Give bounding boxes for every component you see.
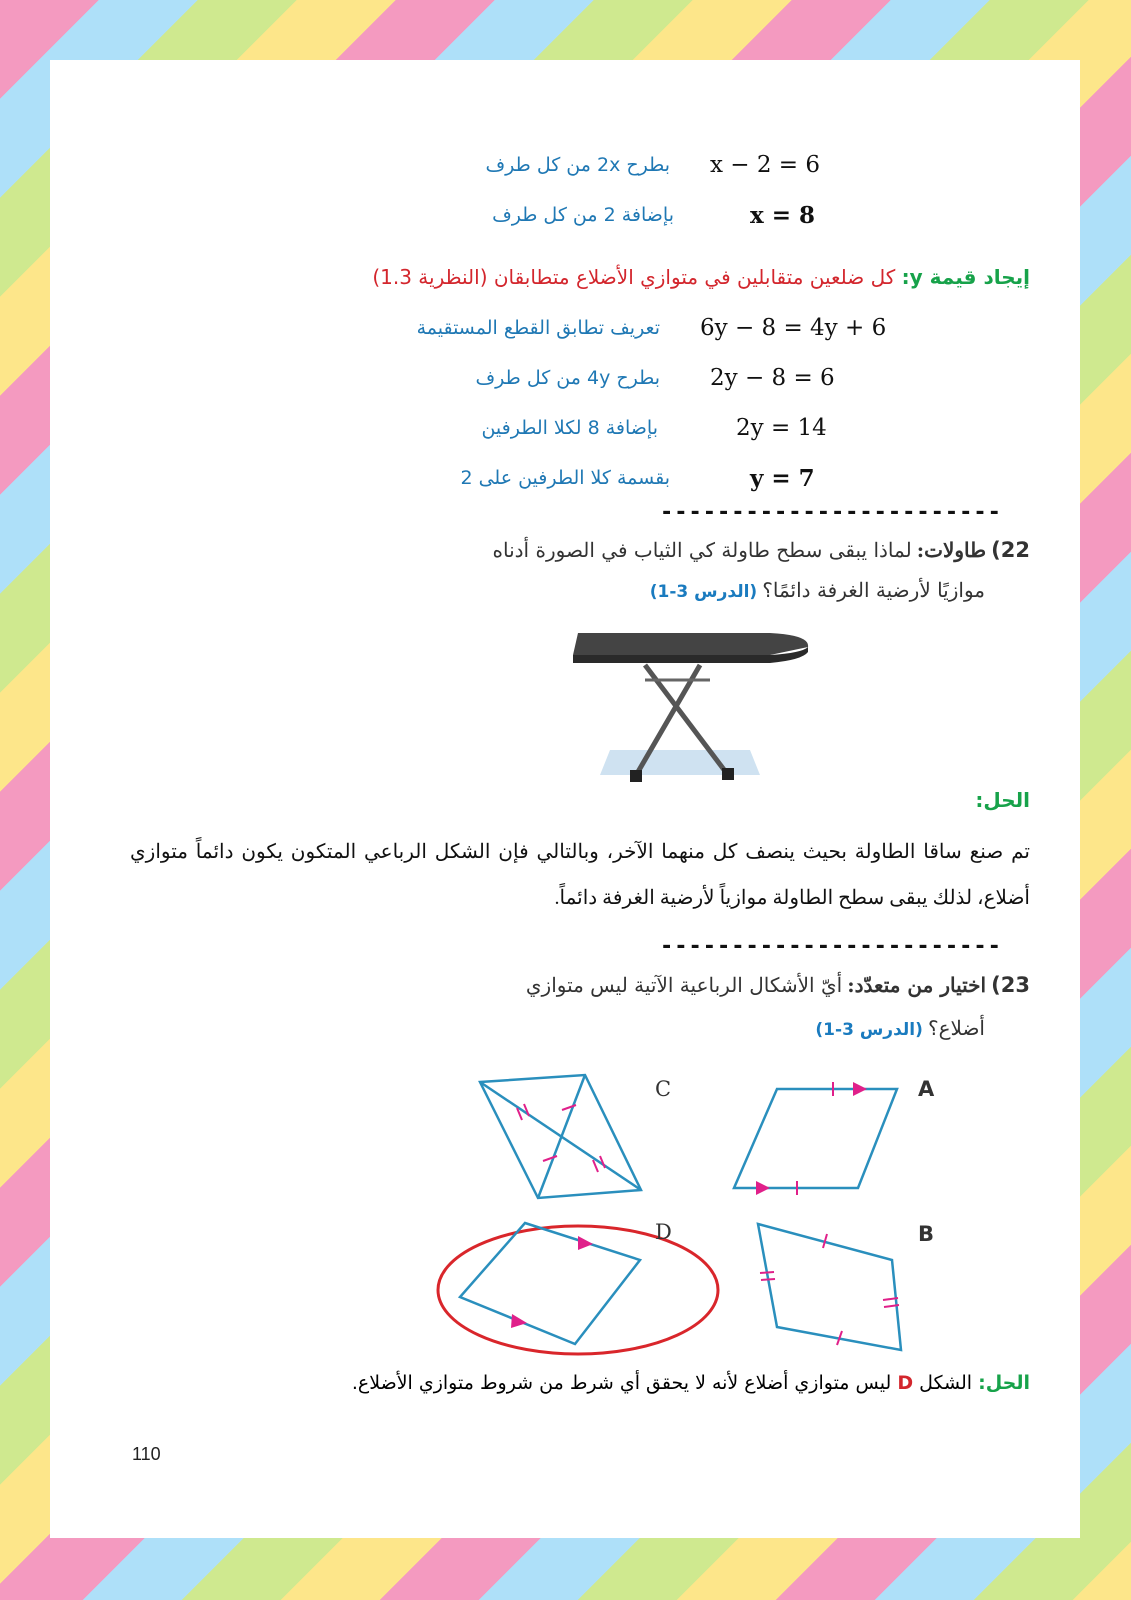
question-22-text-1: لماذا يبقى سطح طاولة كي الثياب في الصورة أدناه [492,538,912,562]
question-22-text-2: موازيًا لأرضية الغرفة دائمًا؟ [762,578,985,602]
shape-label-b: B [918,1222,935,1246]
question-23-text-2: أضلاع؟ [927,1016,985,1040]
solution-23-label: الحل: [978,1372,1030,1394]
shape-b-tick-left-a [760,1272,774,1273]
step-label-y-3: بإضافة 8 لكلا الطرفين [481,417,658,439]
shape-a-arrow-top [853,1082,867,1096]
page-number: 110 [132,1444,161,1464]
shape-d-arrow-bottom [511,1314,527,1328]
shape-label-c: C [655,1077,672,1101]
separator-2: ------------------------ [660,934,1002,959]
question-23-title: اختيار من متعدّد: [847,973,987,997]
question-23-number: 23) [991,973,1030,997]
equation-y-4: y = 7 [750,465,815,492]
equation-x-2: x = 8 [750,202,816,229]
find-y-reason: كل ضلعين متقابلين في متوازي الأضلاع متطابقان (النظرية 1.3) [372,265,896,289]
solution-23-line [352,1372,1030,1394]
quadrilateral-figures [50,60,1080,1538]
step-label-y-2: بطرح 4y من كل طرف [475,367,660,389]
shape-a-parallelogram [734,1089,897,1188]
question-22-lesson: (الدرس 3-1) [649,582,758,602]
solution-23-pre: الشكل [919,1372,973,1394]
shape-b-tick-left-b [761,1279,775,1280]
step-label-x-1: بطرح 2x من كل طرف [485,154,670,176]
find-y-heading: إيجاد قيمة y: [901,265,1030,289]
question-22-title: طاولات: [916,538,987,562]
equation-y-1: 6y − 8 = 4y + 6 [700,315,887,341]
shape-c-diagonal-2 [538,1075,585,1198]
shape-a-arrow-bottom [756,1181,770,1195]
step-label-x-2: بإضافة 2 من كل طرف [492,204,674,226]
shape-label-a: A [918,1077,935,1101]
solution-23-letter: D [897,1372,914,1394]
shape-b-quadrilateral [758,1224,901,1350]
solution-23-post: ليس متوازي أضلاع لأنه لا يحقق أي شرط من شروط متوازي الأضلاع. [351,1372,892,1394]
step-label-y-4: بقسمة كلا الطرفين على 2 [460,467,670,489]
equation-y-3: 2y = 14 [736,415,827,441]
question-23-text-1: أيّ الأشكال الرباعية الآتية ليس متوازي [525,973,843,997]
solution-22-text: تم صنع ساقا الطاولة بحيث ينصف كل منهما الآخر، وبالتالي فإن الشكل الرباعي المتكون يكون دائماً متوازي أضلاع، لذلك يبقى سطح الطاولة موازياً لأرضية الغرفة دائماً. [130,841,1030,909]
step-label-y-1: تعريف تطابق القطع المستقيمة [416,317,660,339]
question-22-number: 22) [991,538,1030,562]
shape-d-arrow-top [578,1236,593,1250]
separator-1: ------------------------ [660,500,1002,525]
shape-label-d: D [655,1220,672,1244]
page [50,60,1080,1538]
shape-c-tick-4 [543,1156,557,1161]
equation-x-1: x − 2 = 6 [710,152,821,178]
question-23-lesson: (الدرس 3-1) [815,1020,923,1040]
solution-22-label: الحل: [975,788,1030,812]
equation-y-2: 2y − 8 = 6 [710,365,835,391]
